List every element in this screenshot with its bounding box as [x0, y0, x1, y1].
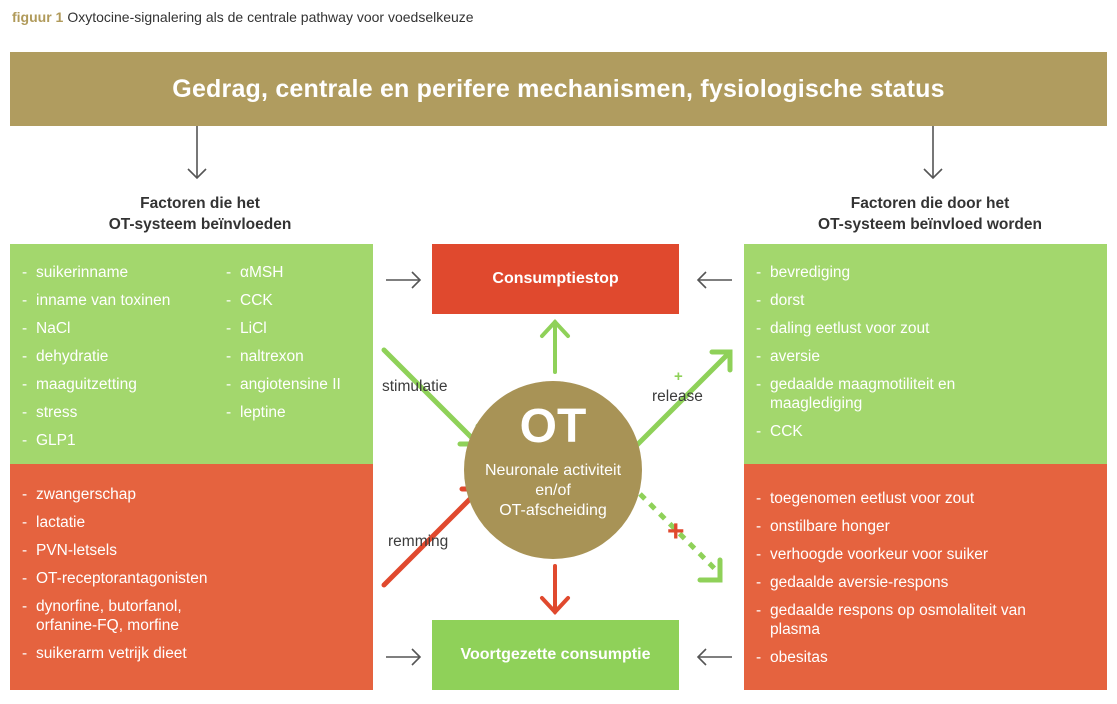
banner-text: Gedrag, centrale en perifere mechanismen, fysiologische status	[172, 74, 945, 103]
figure-label: figuur 1	[12, 9, 64, 25]
list-item: - angiotensine II	[226, 375, 371, 394]
banner-right-down-arrow	[924, 126, 942, 178]
list-item: - aversie	[756, 347, 1031, 366]
list-item: - αMSH	[226, 263, 371, 282]
consumption-stop-label: Consumptiestop	[492, 270, 619, 287]
dotted-plus-sign: +	[667, 515, 685, 548]
right-title-line2: OT-systeem beïnvloed worden	[818, 216, 1042, 233]
left-to-stop-arrow	[386, 272, 420, 288]
release-label: release	[652, 388, 703, 405]
left-to-continue-arrow	[386, 649, 420, 665]
list-item: - toegenomen eetlust voor zout	[756, 489, 1056, 508]
list-item: - zwangerschap	[22, 485, 362, 504]
left-title-line2: OT-systeem beïnvloeden	[108, 216, 292, 233]
list-item: - stress	[22, 403, 227, 422]
ot-circle	[464, 381, 642, 559]
list-item: - NaCl	[22, 319, 227, 338]
list-item: - dorst	[756, 291, 1031, 310]
right-to-continue-arrow	[698, 649, 732, 665]
list-item: - gedaalde aversie-respons	[756, 573, 1056, 592]
list-item: - suikerinname	[22, 263, 227, 282]
figure-caption-text: Oxytocine-signalering als de centrale pathway voor voedselkeuze	[67, 9, 474, 25]
list-item: - onstilbare honger	[756, 517, 1056, 536]
continued-consumption-label: Voortgezette consumptie	[460, 646, 651, 663]
list-item: - daling eetlust voor zout	[756, 319, 1031, 338]
list-item: - leptine	[226, 403, 371, 422]
ot-to-stop-arrow	[542, 322, 568, 372]
release-plus-sign: +	[674, 368, 683, 385]
list-item: - obesitas	[756, 648, 1056, 667]
banner-left-down-arrow	[188, 126, 206, 178]
list-item: - gedaalde respons op osmolaliteit van plasma	[756, 601, 1056, 639]
list-item: - PVN-letsels	[22, 541, 362, 560]
inhibition-label: remming	[388, 533, 449, 550]
ot-sub-line3: OT-afscheiding	[499, 502, 607, 519]
ot-sub-line2: en/of	[535, 482, 571, 499]
list-item: - CCK	[756, 422, 1031, 441]
list-item: - dynorfine, butorfanol, orfanine-FQ, morfine	[22, 597, 236, 635]
ot-to-continue-arrow	[542, 566, 568, 612]
list-item: - LiCl	[226, 319, 371, 338]
right-to-stop-arrow	[698, 272, 732, 288]
list-item: - inname van toxinen	[22, 291, 227, 310]
right-title-line1: Factoren die door het	[850, 195, 1010, 212]
list-item: - bevrediging	[756, 263, 1031, 282]
list-item: - naltrexon	[226, 347, 371, 366]
ot-sub-line1: Neuronale activiteit	[484, 462, 622, 479]
list-item: - maaguitzetting	[22, 375, 227, 394]
list-item: - CCK	[226, 291, 371, 310]
list-item: - dehydratie	[22, 347, 227, 366]
ot-title: OT	[519, 400, 587, 453]
list-item: - gedaalde maagmotiliteit en maaglediging	[756, 375, 1031, 413]
list-item: - suikerarm vetrijk dieet	[22, 644, 362, 663]
list-item: - verhoogde voorkeur voor suiker	[756, 545, 1056, 564]
left-title-line1: Factoren die het	[140, 195, 260, 212]
list-item: - lactatie	[22, 513, 362, 532]
list-item: - GLP1	[22, 431, 227, 450]
list-item: - OT-receptorantagonisten	[22, 569, 362, 588]
ot-subtitle	[464, 461, 642, 521]
stimulation-label: stimulatie	[382, 378, 448, 395]
